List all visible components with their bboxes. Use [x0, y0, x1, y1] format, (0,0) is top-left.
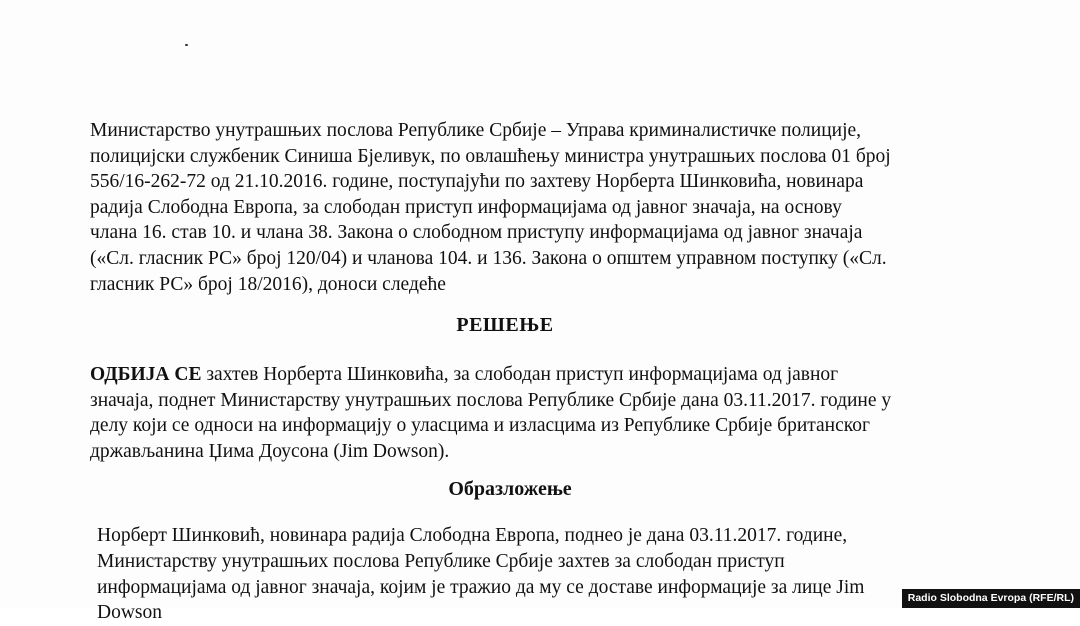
decision-line: делу који се односи на информацију о уласцима и изласцима из Републике Србије британског	[90, 415, 870, 437]
intro-line: («Сл. гласник РС» број 120/04) и чланова 104. и 136. Закона о општем управном поступку («Сл.	[90, 247, 887, 269]
reasoning-line: Министарству унутрашњих послова Републике Србије захтев за слободан приступ	[97, 550, 785, 572]
reasoning-line: информацијама од јавног значаја, којим је тражио да му се доставе информације за лице Jim	[97, 576, 865, 598]
decision-lead: ОДБИЈА СЕ	[90, 364, 202, 385]
decision-heading: РЕШЕЊЕ	[456, 314, 554, 336]
scan-speck	[185, 44, 188, 46]
decision-line	[90, 362, 916, 388]
reasoning-line: Норберт Шинковић, новинара радија Слободна Европа, поднео је дана 03.11.2017. године,	[97, 525, 848, 546]
intro-line: члана 16. став 10. и члана 38. Закона о слободном приступу информацијама од јавног значаја	[90, 222, 863, 244]
intro-line: гласник РС» број 18/2016), доноси следеће	[90, 273, 446, 295]
intro-line: Министарство унутрашњих послова Републике Србије – Управа криминалистичке полиције,	[90, 120, 862, 141]
decision-paragraph	[90, 362, 916, 464]
intro-line: радија Слободна Европа, за слободан приступ информацијама од јавног значаја, на основу	[90, 196, 842, 218]
intro-paragraph	[90, 118, 915, 297]
intro-line: полицијски службеник Синиша Бјеливук, по овлашћењу министра унутрашњих послова 01 број	[90, 145, 891, 167]
intro-line: 556/16-262-72 од 21.10.2016. године, поступајући по захтеву Норберта Шинковића, новинара	[90, 171, 864, 193]
reasoning-heading: Образложење	[448, 478, 572, 500]
source-caption: Radio Slobodna Evropa (RFE/RL)	[902, 589, 1080, 608]
decision-text: захтев Норберта Шинковића, за слободан приступ информацијама од јавног	[201, 364, 839, 385]
reasoning-paragraph	[97, 523, 917, 626]
decision-line: држављанина Џима Доусона (Jim Dowson).	[90, 440, 450, 462]
decision-line: значаја, поднет Министарству унутрашњих послова Републике Србије дана 03.11.2017. године у	[90, 389, 892, 411]
reasoning-line: Dowson	[97, 602, 163, 624]
